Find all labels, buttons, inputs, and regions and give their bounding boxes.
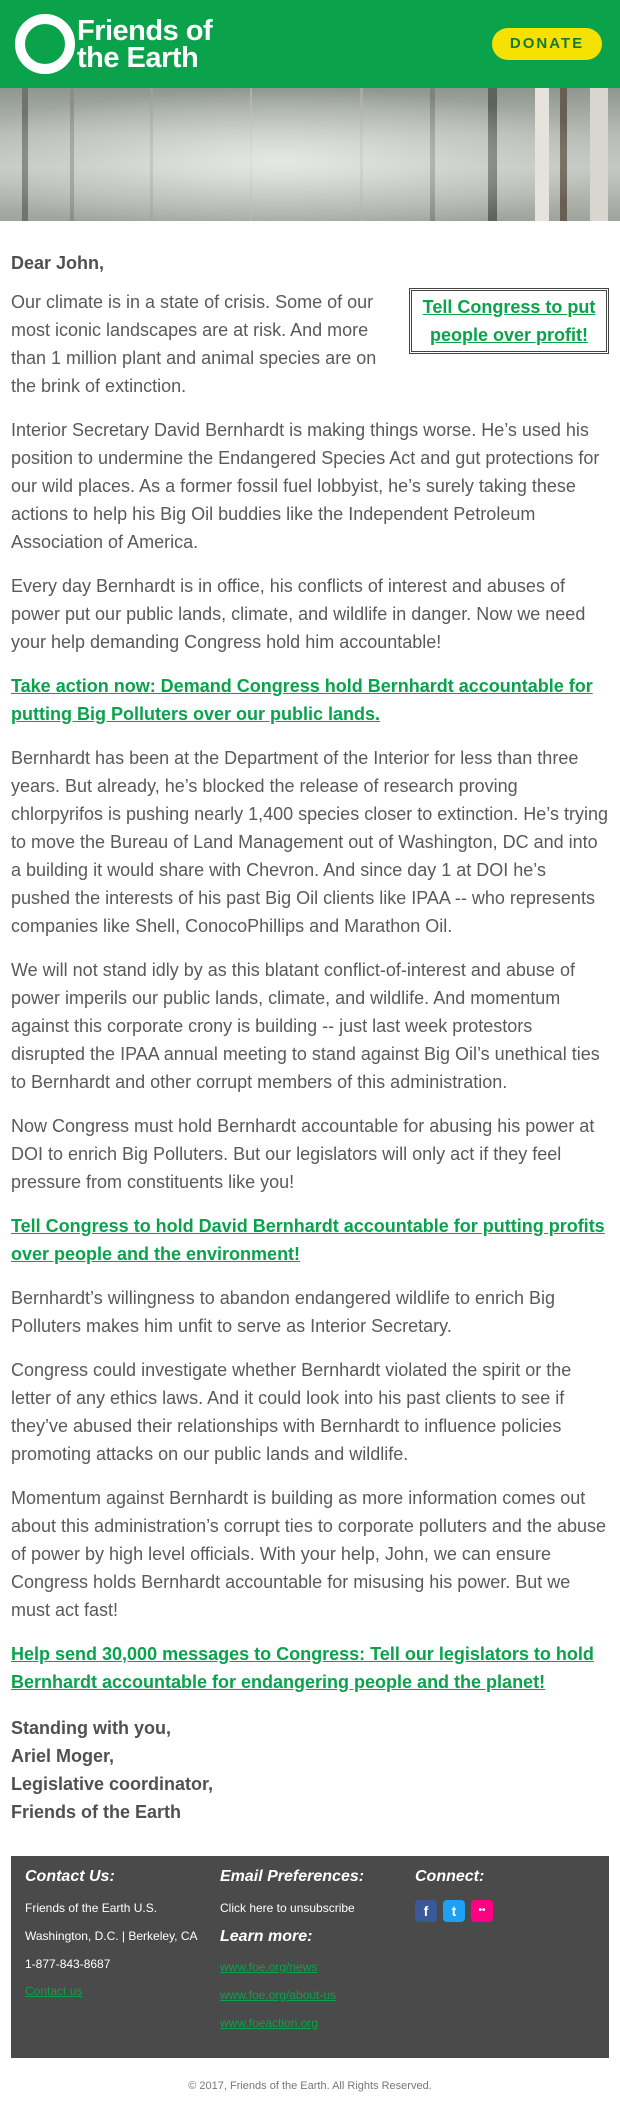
paragraph-intro: Tell Congress to put people over profit! Our climate is in a state of crisis. Some of our most iconic landscapes are at risk. And more than 1 million plant and animal species are on the brink of extinction. (11, 288, 609, 400)
learn-link-about[interactable]: www.foe.org/about-us (220, 1988, 337, 2002)
learn-link-news[interactable]: www.foe.org/news (220, 1960, 318, 1974)
contact-locations: Washington, D.C. | Berkeley, CA (25, 1929, 198, 1943)
paragraph-3: Every day Bernhardt is in office, his conflicts of interest and abuses of power put our public lands, climate, and wildlife in danger. Now we need your help demanding Congress hold him accountable! (11, 576, 586, 652)
copyright: © 2017, Friends of the Earth. All Rights Reserved. (188, 2080, 432, 2092)
learn-link-action[interactable]: www.foeaction.org (220, 2016, 319, 2030)
paragraph-9: Momentum against Bernhardt is building as more information comes out about this administration’s corrupt ties to corporate polluters and the abuse of power by high level officials. With your help, John, we can ensure Congress holds Bernhardt accountable for misusing his power. But we must act fast! (11, 1488, 607, 1620)
logo-ring-icon (15, 14, 75, 74)
email-footer (11, 1856, 609, 2058)
email-body (0, 221, 620, 1826)
paragraph-5: We will not stand idly by as this blatant conflict-of-interest and abuse of power imperils our public lands, climate, and wildlife. And momentum against this corporate crony is building -- just last week protestors disrupted the IPAA annual meeting to stand against Big Oil’s unethical ties to Bernhardt and other corrupt members of this administration. (11, 960, 600, 1092)
contact-phone: 1-877-843-8687 (25, 1957, 111, 1971)
flickr-icon[interactable]: •• (471, 1900, 493, 1922)
greeting: Dear John, (11, 253, 105, 273)
footer-contact (25, 1868, 205, 2012)
social-icons (415, 1900, 585, 1922)
contact-us-link[interactable]: Contact us (25, 1984, 83, 1998)
twitter-icon[interactable]: t (443, 1900, 465, 1922)
cta-link-tell-congress[interactable]: Tell Congress to hold David Bernhardt accountable for putting profits over people and the environment! (11, 1216, 605, 1264)
contact-heading: Contact Us: (25, 1868, 115, 1885)
contact-org: Friends of the Earth U.S. (25, 1901, 158, 1915)
paragraph-2: Interior Secretary David Bernhardt is making things worse. He’s used his position to undermine the Endangered Species Act and gut protections for our wild places. As a former fossil fuel lobbyist, he’s surely taking these actions to help his Big Oil buddies like the Independent Petroleum Association of America. (11, 420, 600, 552)
donate-button[interactable]: DONATE (492, 28, 602, 60)
connect-heading: Connect: (415, 1868, 485, 1885)
unsubscribe-link[interactable]: Click here to unsubscribe (220, 1901, 355, 1915)
email-header (0, 0, 620, 88)
footer-connect (415, 1868, 585, 1922)
logo-text: Friends of the Earth (77, 15, 213, 74)
paragraph-7: Bernhardt’s willingness to abandon endangered wildlife to enrich Big Polluters makes him unfit to serve as Interior Secretary. (11, 1288, 556, 1336)
foe-logo[interactable] (15, 14, 215, 74)
paragraph-6: Now Congress must hold Bernhardt accountable for abusing his power at DOI to enrich Big Polluters. But our legislators will only act if they feel pressure from constituents like you! (11, 1116, 595, 1192)
learn-heading: Learn more: (220, 1928, 313, 1945)
paragraph-4: Bernhardt has been at the Department of the Interior for less than three years. But already, he’s blocked the release of research proving chlorpyrifos is pushing nearly 1,400 species closer to extinction. He’s trying to move the Bureau of Land Management out of Washington, DC and into a building it would share with Chevron. And since day 1 at DOI he’s pushed the interests of his past Big Oil clients like IPAA -- who represents companies like Shell, ConocoPhillips and Marathon Oil. (11, 748, 608, 936)
cta-link-send-messages[interactable]: Help send 30,000 messages to Congress: Tell our legislators to hold Bernhardt accountable for endangering people and the planet! (11, 1644, 594, 1692)
paragraph-8: Congress could investigate whether Bernhardt violated the spirit or the letter of any ethics laws. And it could look into his past clients to see if they’ve abused their relationships with Bernhardt to influence policies promoting attacks on our public lands and wildlife. (11, 1360, 572, 1464)
facebook-icon[interactable]: f (415, 1900, 437, 1922)
sidebox-cta[interactable] (409, 288, 609, 354)
footer-prefs (220, 1868, 400, 2044)
signoff: Standing with you, Ariel Moger, Legislative coordinator, Friends of the Earth (11, 1718, 214, 1822)
prefs-heading: Email Preferences: (220, 1868, 365, 1885)
sidebox-cta-link[interactable]: Tell Congress to put people over profit! (422, 297, 596, 345)
cta-link-take-action[interactable]: Take action now: Demand Congress hold Bernhardt accountable for putting Big Polluters over our public lands. (11, 676, 593, 724)
forest-hero-image (0, 88, 620, 221)
